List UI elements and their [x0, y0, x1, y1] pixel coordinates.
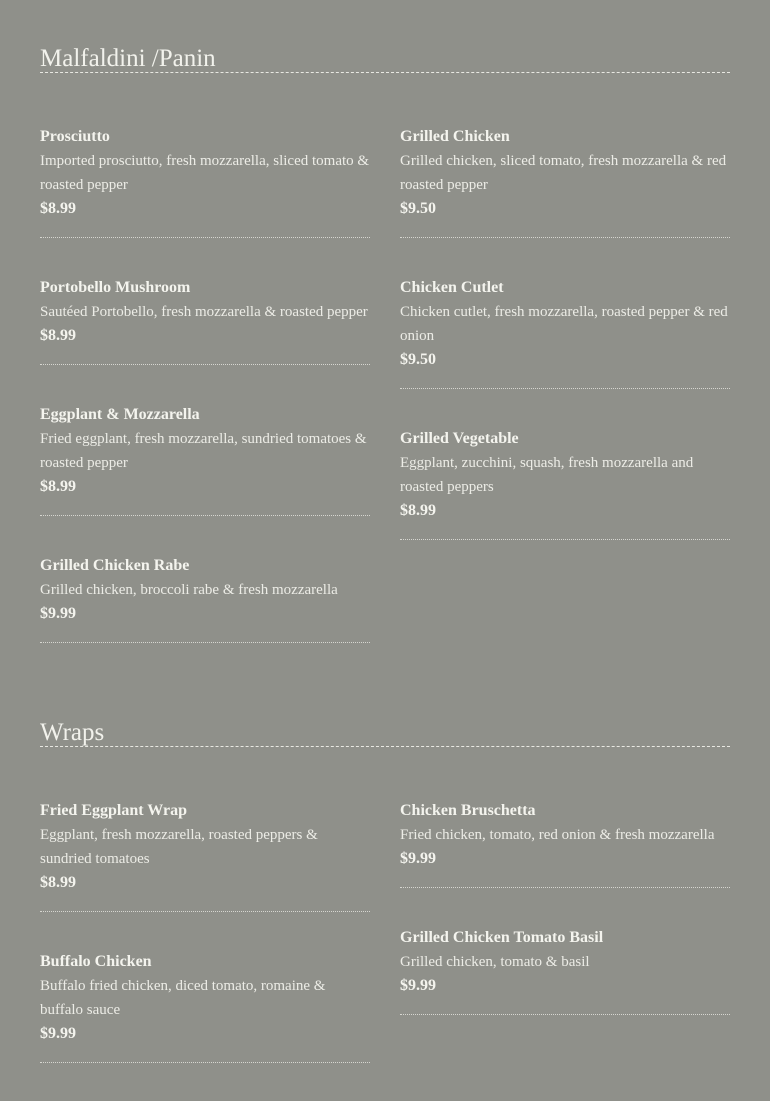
- item-price: $9.99: [400, 977, 436, 994]
- item-description: Eggplant, zucchini, squash, fresh mozzarella and roasted peppers: [400, 455, 694, 495]
- item-name: Grilled Chicken: [400, 128, 510, 145]
- item-description: Fried eggplant, fresh mozzarella, sundried tomatoes & roasted pepper: [40, 431, 367, 471]
- menu-column-right: [400, 799, 730, 1053]
- item-description: Grilled chicken, sliced tomato, fresh mozzarella & red roasted pepper: [400, 153, 727, 193]
- menu-item: [400, 799, 730, 888]
- item-price: $9.99: [400, 850, 436, 867]
- menu-column-left: [40, 799, 370, 1101]
- menu-column-right: [400, 125, 730, 578]
- item-description: Grilled chicken, broccoli rabe & fresh mozzarella: [40, 582, 338, 598]
- item-name: Fried Eggplant Wrap: [40, 802, 187, 819]
- menu-item: [400, 125, 730, 238]
- item-price: $9.99: [40, 1025, 76, 1042]
- menu-item: [40, 403, 370, 516]
- item-price: $9.50: [400, 351, 436, 368]
- item-description: Imported prosciutto, fresh mozzarella, sliced tomato & roasted pepper: [40, 153, 370, 193]
- item-description: Sautéed Portobello, fresh mozzarella & roasted pepper: [40, 304, 368, 320]
- menu-section-panini: [40, 45, 730, 622]
- menu-section-wraps: [40, 719, 730, 1042]
- menu-column-left: [40, 125, 370, 681]
- item-name: Eggplant & Mozzarella: [40, 406, 200, 423]
- menu-item: [400, 926, 730, 1015]
- item-price: $9.50: [400, 200, 436, 217]
- item-description: Fried chicken, tomato, red onion & fresh mozzarella: [400, 827, 715, 843]
- item-price: $9.99: [40, 605, 76, 622]
- item-description: Chicken cutlet, fresh mozzarella, roasted pepper & red onion: [400, 304, 728, 344]
- item-price: $8.99: [40, 874, 76, 891]
- item-price: $8.99: [40, 478, 76, 495]
- item-price: $8.99: [400, 502, 436, 519]
- item-description: Grilled chicken, tomato & basil: [400, 954, 590, 970]
- item-price: $8.99: [40, 200, 76, 217]
- item-name: Grilled Vegetable: [400, 430, 519, 447]
- section-title: Malfaldini /Panin: [40, 45, 730, 73]
- item-name: Buffalo Chicken: [40, 953, 152, 970]
- menu-item: [40, 799, 370, 912]
- menu-item: [40, 125, 370, 238]
- item-name: Portobello Mushroom: [40, 279, 191, 296]
- item-name: Prosciutto: [40, 128, 110, 145]
- menu-item: [40, 950, 370, 1063]
- item-name: Grilled Chicken Rabe: [40, 557, 190, 574]
- menu-item: [400, 427, 730, 540]
- item-description: Eggplant, fresh mozzarella, roasted peppers & sundried tomatoes: [40, 827, 318, 867]
- item-price: $8.99: [40, 327, 76, 344]
- item-name: Grilled Chicken Tomato Basil: [400, 929, 604, 946]
- menu-item: [40, 276, 370, 365]
- item-name: Chicken Cutlet: [400, 279, 504, 296]
- menu-item: [400, 276, 730, 389]
- item-description: Buffalo fried chicken, diced tomato, romaine & buffalo sauce: [40, 978, 326, 1018]
- section-title: Wraps: [40, 719, 730, 747]
- item-name: Chicken Bruschetta: [400, 802, 536, 819]
- menu-item: [40, 554, 370, 643]
